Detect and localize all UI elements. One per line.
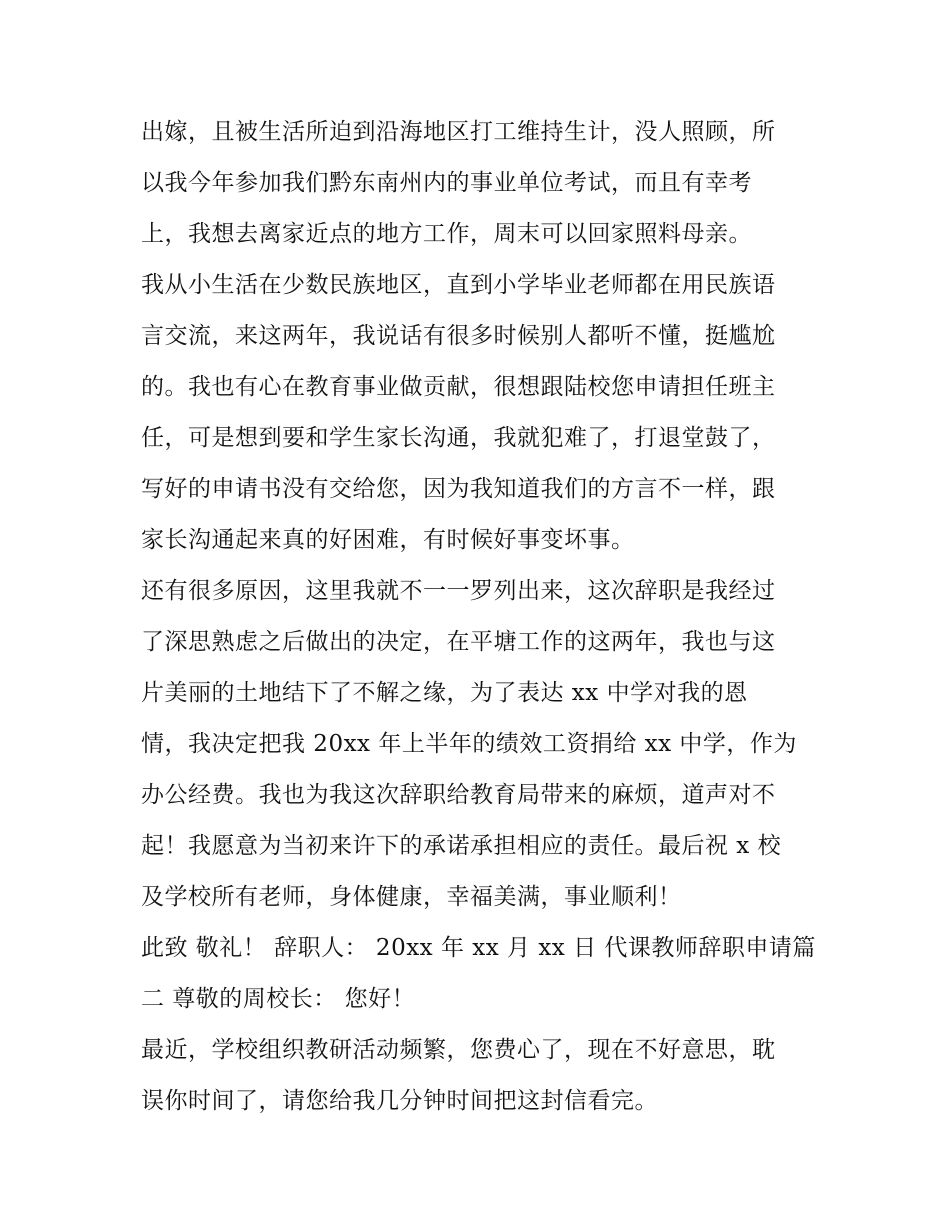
text-line: 还有很多原因，这里我就不一一罗列出来，这次辞职是我经过	[141, 578, 776, 604]
text-line: 我从小生活在少数民族地区，直到小学毕业老师都在用民族语	[141, 272, 776, 298]
text-line: 了深思熟虑之后做出的决定，在平塘工作的这两年，我也与这	[141, 629, 776, 655]
text-line: 二 尊敬的周校长： 您好！	[141, 986, 416, 1012]
text-line: 此致 敬礼！ 辞职人： 20xx 年 xx 月 xx 日 代课教师辞职申请篇	[141, 935, 816, 961]
letter-body	[141, 107, 821, 1127]
text-line: 误你时间了，请您给我几分钟时间把这封信看完。	[141, 1088, 658, 1114]
text-line: 的。我也有心在教育事业做贡献，很想跟陆校您申请担任班主	[141, 374, 776, 400]
text-line: 片美丽的土地结下了不解之缘，为了表达 xx 中学对我的恩	[141, 680, 748, 706]
text-line: 任，可是想到要和学生家长沟通，我就犯难了，打退堂鼓了，	[141, 425, 776, 451]
text-line: 出嫁，且被生活所迫到沿海地区打工维持生计，没人照顾，所	[141, 119, 776, 145]
text-line: 最近，学校组织教研活动频繁，您费心了，现在不好意思，耽	[141, 1037, 776, 1063]
text-line: 家长沟通起来真的好困难，有时候好事变坏事。	[141, 527, 635, 553]
text-line: 起！我愿意为当初来许下的承诺承担相应的责任。最后祝 x 校	[141, 833, 782, 859]
text-line: 写好的申请书没有交给您，因为我知道我们的方言不一样，跟	[141, 476, 776, 502]
text-line: 办公经费。我也为我这次辞职给教育局带来的麻烦，道声对不	[141, 782, 776, 808]
text-line: 以我今年参加我们黔东南州内的事业单位考试，而且有幸考	[141, 170, 752, 196]
text-line: 言交流，来这两年，我说话有很多时候别人都听不懂，挺尴尬	[141, 323, 776, 349]
text-line: 情，我决定把我 20xx 年上半年的绩效工资捐给 xx 中学，作为	[141, 731, 797, 757]
text-line: 上，我想去离家近点的地方工作，周末可以回家照料母亲。	[141, 221, 752, 247]
text-line: 及学校所有老师，身体健康，幸福美满，事业顺利！	[141, 884, 682, 910]
